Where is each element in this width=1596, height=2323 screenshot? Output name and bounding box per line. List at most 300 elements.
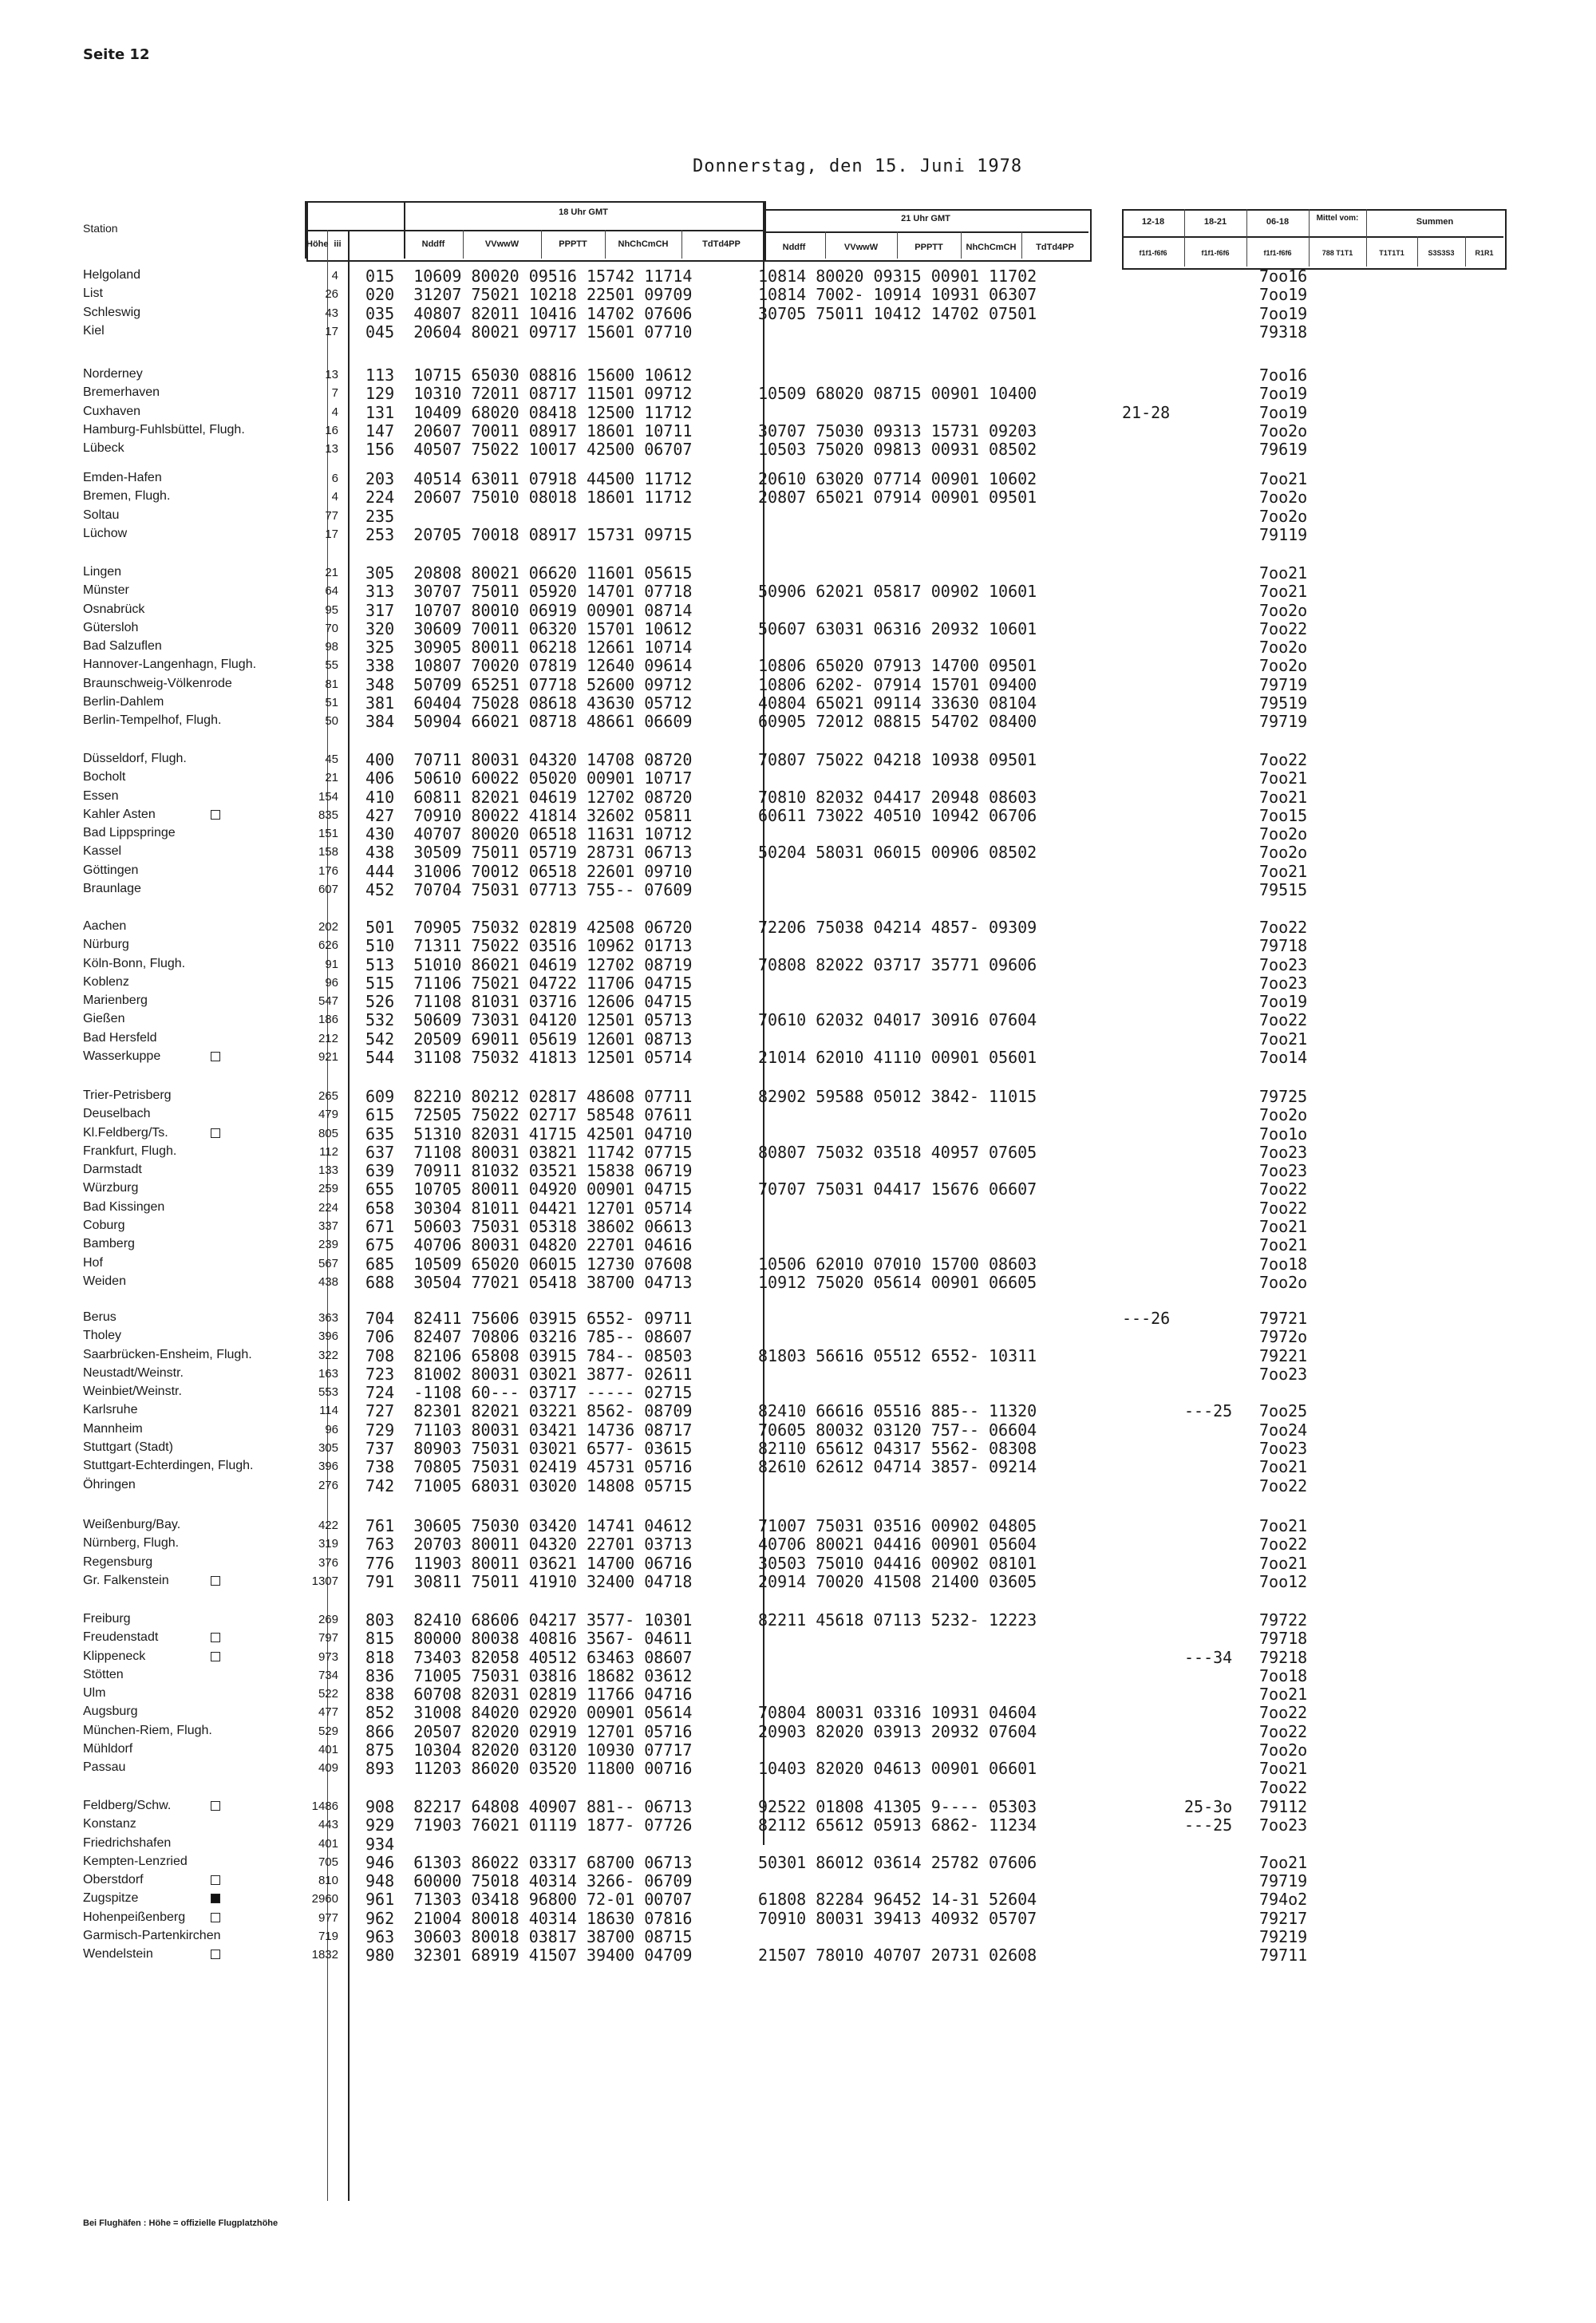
obs-21utc: 80807 75032 03518 40957 07605: [758, 1142, 1037, 1162]
table-row: [0, 421, 1596, 440]
report-date: Donnerstag, den 15. Juni 1978: [693, 156, 1023, 176]
station-elevation: 547: [318, 994, 338, 1009]
obs-18utc: 738 70805 75031 02419 45731 05716: [365, 1457, 693, 1477]
open-square-icon: [211, 1875, 220, 1885]
mean-value: 7oo23: [1259, 1439, 1308, 1459]
mean-value: 7oo2o: [1259, 638, 1308, 658]
table-row: [0, 1815, 1596, 1834]
station-name: Essen: [83, 788, 119, 803]
station-name: Lüchow: [83, 526, 128, 540]
station-elevation: 363: [318, 1311, 338, 1325]
station-name: Gr. Falkenstein: [83, 1573, 169, 1587]
station-name: Coburg: [83, 1219, 125, 1233]
table-row: [0, 365, 1596, 384]
obs-21utc: 10806 6202- 07914 15701 09400: [758, 674, 1037, 694]
mean-value: 7oo21: [1259, 1457, 1308, 1477]
table-row: [0, 1572, 1596, 1590]
station-name: Regensburg: [83, 1555, 153, 1569]
obs-18utc: 131 10409 68020 08418 12500 11712: [365, 402, 693, 422]
mean-value: 79515: [1259, 880, 1308, 900]
station-name: Kassel: [83, 844, 122, 859]
obs-18utc: 542 20509 69011 05619 12601 08713: [365, 1029, 693, 1049]
precip-18-21: ---25: [1184, 1815, 1233, 1835]
mean-value: 7oo23: [1259, 1161, 1308, 1181]
obs-18utc: 948 60000 75018 40314 3266- 06709: [365, 1871, 693, 1891]
obs-18utc: 742 71005 68031 03020 14808 05715: [365, 1476, 693, 1495]
obs-18utc: 203 40514 63011 07918 44500 11712: [365, 469, 693, 488]
table-row: [0, 1648, 1596, 1666]
station-name: Emden-Hafen: [83, 471, 162, 484]
open-square-icon: [211, 1633, 220, 1642]
station-elevation: 51: [325, 696, 338, 710]
mean-value: 7oo22: [1259, 618, 1308, 638]
obs-18utc: 313 30707 75011 05920 14701 07718: [365, 582, 693, 602]
station-name: Schleswig: [83, 305, 141, 319]
station-name: Neustadt/Weinstr.: [83, 1365, 184, 1380]
obs-18utc: 776 11903 80011 03621 14700 06716: [365, 1553, 693, 1573]
header-iii: iii: [334, 239, 342, 249]
mean-value: 7oo25: [1259, 1401, 1308, 1421]
mean-value: 7oo2o: [1259, 488, 1308, 508]
station-name: Osnabrück: [83, 602, 145, 616]
station-name: Mühldorf: [83, 1742, 133, 1756]
table-row: [0, 1383, 1596, 1401]
station-elevation: 259: [318, 1182, 338, 1196]
obs-21utc: 60905 72012 08815 54702 08400: [758, 712, 1037, 732]
station-name: Wendelstein: [83, 1947, 153, 1962]
station-elevation: 224: [318, 1200, 338, 1215]
station-name: Friedrichshafen: [83, 1835, 172, 1850]
table-row: [0, 1835, 1596, 1853]
mean-value: 79318: [1259, 322, 1308, 342]
obs-18utc: 526 71108 81031 03716 12606 04715: [365, 992, 693, 1012]
obs-21utc: 70910 80031 39413 40932 05707: [758, 1908, 1037, 1928]
station-name: Stötten: [83, 1667, 124, 1681]
open-square-icon: [211, 1652, 220, 1661]
station-name: Wasserkuppe: [83, 1049, 161, 1064]
station-name: Garmisch-Partenkirchen: [83, 1929, 221, 1943]
station-elevation: 305: [318, 1441, 338, 1456]
station-name: Würzburg: [83, 1181, 139, 1195]
station-name: Marienberg: [83, 994, 148, 1008]
station-name: Augsburg: [83, 1705, 138, 1719]
obs-18utc: 320 30609 70011 06320 15701 10612: [365, 618, 693, 638]
obs-18utc: 113 10715 65030 08816 15600 10612: [365, 365, 693, 385]
mean-value: 7oo21: [1259, 1217, 1308, 1237]
obs-18utc: 658 30304 81011 04421 12701 05714: [365, 1198, 693, 1218]
station-name: Freudenstadt: [83, 1630, 159, 1645]
table-row: [0, 788, 1596, 806]
station-name: Tholey: [83, 1329, 122, 1343]
station-elevation: 4: [331, 490, 338, 504]
station-name: Bad Salzuflen: [83, 639, 162, 654]
station-group: [0, 365, 1596, 458]
obs-18utc: 427 70910 80022 41814 32602 05811: [365, 805, 693, 825]
table-row: [0, 1629, 1596, 1647]
mean-value: 79718: [1259, 1629, 1308, 1649]
mean-value: 7oo22: [1259, 1721, 1308, 1741]
station-elevation: 734: [318, 1668, 338, 1682]
mean-value: 7oo23: [1259, 1364, 1308, 1384]
station-elevation: 96: [325, 1422, 338, 1436]
obs-18utc: 015 10609 80020 09516 15742 11714: [365, 267, 693, 286]
obs-21utc: 61808 82284 96452 14-31 52604: [758, 1890, 1037, 1910]
station-elevation: 212: [318, 1031, 338, 1045]
station-elevation: 114: [319, 1404, 338, 1418]
obs-18utc: 708 82106 65808 03915 784-- 08503: [365, 1345, 693, 1365]
table-row: [0, 1797, 1596, 1815]
station-name: Braunlage: [83, 882, 141, 896]
filled-square-icon: [211, 1894, 220, 1903]
mean-value: 79711: [1259, 1946, 1308, 1965]
table-row: [0, 469, 1596, 488]
station-group: [0, 1309, 1596, 1495]
mean-value: 7oo22: [1259, 1703, 1308, 1723]
table-row: [0, 1927, 1596, 1946]
table-row: [0, 1161, 1596, 1179]
mean-value: 7oo21: [1259, 861, 1308, 881]
obs-21utc: 70707 75031 04417 15676 06607: [758, 1179, 1037, 1199]
obs-21utc: 20914 70020 41508 21400 03605: [758, 1571, 1037, 1591]
station-name: Nürburg: [83, 938, 129, 952]
obs-18utc: 635 51310 82031 41715 42501 04710: [365, 1124, 693, 1144]
station-name: Kempten-Lenzried: [83, 1854, 188, 1868]
table-row: [0, 1365, 1596, 1383]
obs-18utc: 675 40706 80031 04820 22701 04616: [365, 1235, 693, 1255]
station-group: [0, 267, 1596, 341]
station-name: Darmstadt: [83, 1163, 142, 1177]
obs-18utc: 609 82210 80212 02817 48608 07711: [365, 1087, 693, 1106]
open-square-icon: [211, 1913, 220, 1922]
station-elevation: 422: [318, 1519, 338, 1532]
station-elevation: 16: [325, 423, 338, 437]
station-elevation: 977: [318, 1910, 338, 1925]
station-name: Mannheim: [83, 1421, 143, 1436]
obs-21utc: 71007 75031 03516 00902 04805: [758, 1516, 1037, 1535]
header-sub-3: f1f1-f6f6: [1263, 249, 1292, 257]
mean-value: 7oo2o: [1259, 600, 1308, 620]
mean-value: 7oo22: [1259, 1010, 1308, 1030]
mean-value: 79217: [1259, 1908, 1308, 1928]
obs-18utc: 908 82217 64808 40907 881-- 06713: [365, 1797, 693, 1816]
station-name: Gütersloh: [83, 620, 139, 634]
table-row: [0, 768, 1596, 787]
station-elevation: 401: [318, 1743, 338, 1757]
station-name: Öhringen: [83, 1477, 136, 1491]
station-name: Oberstdorf: [83, 1873, 144, 1887]
precip-18-21: 25-3o: [1184, 1797, 1233, 1816]
obs-21utc: 20903 82020 03913 20932 07604: [758, 1721, 1037, 1741]
table-row: [0, 384, 1596, 402]
mean-value: 7oo21: [1259, 563, 1308, 583]
station-name: Weinbiet/Weinstr.: [83, 1385, 182, 1399]
table-row: [0, 403, 1596, 421]
mean-value: 79718: [1259, 936, 1308, 956]
station-group: [0, 750, 1596, 899]
obs-21utc: 72206 75038 04214 4857- 09309: [758, 918, 1037, 937]
obs-18utc: 510 71311 75022 03516 10962 01713: [365, 936, 693, 956]
station-name: Berlin-Tempelhof, Flugh.: [83, 713, 222, 728]
obs-18utc: 671 50603 75031 05318 38602 06613: [365, 1217, 693, 1237]
open-square-icon: [211, 1128, 220, 1138]
station-name: Nürnberg, Flugh.: [83, 1536, 180, 1551]
obs-18utc: 348 50709 65251 07718 52600 09712: [365, 674, 693, 694]
obs-21utc: 82112 65612 05913 6862- 11234: [758, 1815, 1037, 1835]
obs-18utc: 224 20607 75010 08018 18601 11712: [365, 488, 693, 508]
table-row: [0, 693, 1596, 712]
station-elevation: 151: [318, 827, 338, 841]
table-row: [0, 1685, 1596, 1703]
station-name: Bamberg: [83, 1237, 135, 1251]
station-name: Helgoland: [83, 268, 141, 282]
table-row: [0, 525, 1596, 543]
table-row: [0, 1179, 1596, 1198]
station-elevation: 55: [325, 658, 338, 673]
table-row: [0, 1457, 1596, 1476]
obs-18utc: 763 20703 80011 04320 22701 03713: [365, 1535, 693, 1555]
station-elevation: 70: [325, 621, 338, 635]
obs-18utc: 305 20808 80021 06620 11601 05615: [365, 563, 693, 583]
header-sub-4: 788 T1T1: [1321, 249, 1353, 257]
station-elevation: 522: [318, 1687, 338, 1701]
obs-21utc: 70804 80031 03316 10931 04604: [758, 1703, 1037, 1723]
station-name: Frankfurt, Flugh.: [83, 1144, 177, 1158]
table-row: [0, 1048, 1596, 1066]
obs-18utc: 815 80000 80038 40816 3567- 04611: [365, 1629, 693, 1649]
table-row: [0, 440, 1596, 458]
station-elevation: 719: [318, 1930, 338, 1944]
station-elevation: 176: [318, 863, 338, 878]
station-elevation: 96: [325, 975, 338, 990]
station-group: [0, 1087, 1596, 1291]
table-row: [0, 1327, 1596, 1345]
mean-value: 7oo23: [1259, 973, 1308, 993]
station-name: Koblenz: [83, 974, 129, 989]
mean-value: 79519: [1259, 693, 1308, 713]
table-row: [0, 1946, 1596, 1964]
header-18-col4: NhChCmCH: [618, 239, 669, 249]
mean-value: 7oo21: [1259, 787, 1308, 807]
obs-18utc: 253 20705 70018 08917 15731 09715: [365, 524, 693, 544]
obs-18utc: 035 40807 82011 10416 14702 07606: [365, 303, 693, 323]
obs-21utc: 82902 59588 05012 3842- 11015: [758, 1087, 1037, 1106]
table-row: [0, 936, 1596, 954]
station-elevation: 6: [331, 472, 338, 485]
obs-18utc: 962 21004 80018 40314 18630 07816: [365, 1908, 693, 1928]
mean-value: 79719: [1259, 674, 1308, 694]
station-name: Bocholt: [83, 770, 126, 784]
obs-18utc: 532 50609 73031 04120 12501 05713: [365, 1010, 693, 1030]
obs-21utc: 40706 80021 04416 00901 05604: [758, 1535, 1037, 1555]
station-elevation: 13: [325, 368, 338, 381]
mean-value: 7972o: [1259, 1327, 1308, 1347]
obs-18utc: 838 60708 82031 02819 11766 04716: [365, 1685, 693, 1705]
station-elevation: 337: [318, 1219, 338, 1234]
obs-18utc: 515 71106 75021 04722 11706 04715: [365, 973, 693, 993]
table-row: [0, 1554, 1596, 1572]
header-06-18: 06-18: [1266, 217, 1290, 227]
station-elevation: 13: [325, 442, 338, 456]
precip-12-18: 21-28: [1122, 402, 1171, 422]
station-elevation: 158: [318, 845, 338, 859]
obs-18utc: 963 30603 80018 03817 38700 08715: [365, 1927, 693, 1947]
table-row: [0, 1401, 1596, 1420]
header-21-col3: PPPTT: [915, 243, 943, 252]
obs-21utc: 50906 62021 05817 00902 10601: [758, 582, 1037, 602]
mean-value: 7oo16: [1259, 365, 1308, 385]
header-sub-6: S3S3S3: [1428, 249, 1455, 257]
obs-18utc: 727 82301 82021 03221 8562- 08709: [365, 1401, 693, 1421]
table-row: [0, 1087, 1596, 1105]
obs-18utc: 410 60811 82021 04619 12702 08720: [365, 787, 693, 807]
station-name: Klippeneck: [83, 1649, 146, 1663]
obs-18utc: 317 10707 80010 06919 00901 08714: [365, 600, 693, 620]
table-row: [0, 1235, 1596, 1254]
station-group: [0, 1516, 1596, 1590]
open-square-icon: [211, 1052, 220, 1061]
obs-18utc: 685 10509 65020 06015 12730 07608: [365, 1254, 693, 1274]
obs-18utc: 235: [365, 506, 395, 526]
table-row: [0, 638, 1596, 656]
obs-18utc: 438 30509 75011 05719 28731 06713: [365, 843, 693, 863]
obs-21utc: 30705 75011 10412 14702 07501: [758, 303, 1037, 323]
obs-18utc: 501 70905 75032 02819 42508 06720: [365, 918, 693, 937]
station-elevation: 154: [318, 789, 338, 804]
table-row: [0, 1722, 1596, 1740]
station-group: [0, 1610, 1596, 1796]
table-row: [0, 563, 1596, 582]
obs-18utc: 452 70704 75031 07713 755-- 07609: [365, 880, 693, 900]
station-name: Bad Kissingen: [83, 1199, 165, 1214]
mean-value: 79722: [1259, 1610, 1308, 1630]
station-name: Norderney: [83, 367, 143, 381]
table-row: [0, 1273, 1596, 1291]
station-elevation: 626: [318, 938, 338, 953]
mean-value: 7oo2o: [1259, 506, 1308, 526]
obs-18utc: 836 71005 75031 03816 18682 03612: [365, 1665, 693, 1685]
obs-18utc: 406 50610 60022 05020 00901 10717: [365, 768, 693, 788]
station-name: Stuttgart-Echterdingen, Flugh.: [83, 1459, 254, 1473]
mean-value: 7oo22: [1259, 750, 1308, 769]
obs-18utc: 723 81002 80031 03021 3877- 02611: [365, 1364, 693, 1384]
table-row: [0, 267, 1596, 285]
table-row: [0, 285, 1596, 303]
station-elevation: 401: [318, 1836, 338, 1851]
table-row: [0, 1217, 1596, 1235]
table-row: [0, 304, 1596, 322]
table-row: [0, 1309, 1596, 1327]
header-18-col2: VVwwW: [484, 239, 519, 249]
obs-18utc: 980 32301 68919 41507 39400 04709: [365, 1946, 693, 1965]
mean-value: 7oo22: [1259, 1198, 1308, 1218]
station-name: Saarbrücken-Ensheim, Flugh.: [83, 1347, 252, 1361]
mean-value: 7oo21: [1259, 1685, 1308, 1705]
header-summen: Summen: [1416, 217, 1454, 227]
header-21utc: 21 Uhr GMT: [901, 214, 950, 223]
station-name: Berlin-Dahlem: [83, 695, 164, 709]
obs-21utc: 50204 58031 06015 00906 08502: [758, 843, 1037, 863]
mean-value: 7oo18: [1259, 1665, 1308, 1685]
station-elevation: 45: [325, 753, 338, 766]
station-elevation: 43: [325, 306, 338, 320]
mean-value: 7oo22: [1259, 1476, 1308, 1495]
table-row: [0, 1890, 1596, 1908]
mean-value: 7oo19: [1259, 285, 1308, 305]
station-elevation: 50: [325, 714, 338, 729]
open-square-icon: [211, 1950, 220, 1959]
header-18utc: 18 Uhr GMT: [559, 207, 608, 217]
obs-18utc: 961 71303 03418 96800 72-01 00707: [365, 1890, 693, 1910]
station-elevation: 112: [319, 1144, 338, 1159]
obs-18utc: 737 80903 75031 03021 6577- 03615: [365, 1439, 693, 1459]
station-name: München-Riem, Flugh.: [83, 1723, 212, 1737]
station-elevation: 438: [318, 1274, 338, 1289]
station-elevation: 95: [325, 602, 338, 617]
station-name: Soltau: [83, 508, 120, 522]
mean-value: 7oo19: [1259, 384, 1308, 404]
table-row: [0, 1010, 1596, 1029]
mean-value: 7oo22: [1259, 918, 1308, 937]
obs-21utc: 30503 75010 04416 00902 08101: [758, 1553, 1037, 1573]
station-name: Weißenburg/Bay.: [83, 1518, 181, 1531]
obs-21utc: 70605 80032 03120 757-- 06604: [758, 1420, 1037, 1440]
table-row: [0, 1143, 1596, 1161]
station-name: Zugspitze: [83, 1891, 139, 1906]
header-station: Station: [83, 222, 118, 235]
station-name: Köln-Bonn, Flugh.: [83, 956, 186, 970]
station-name: List: [83, 286, 103, 301]
table-row: [0, 601, 1596, 619]
table-row: [0, 992, 1596, 1010]
obs-21utc: 10814 7002- 10914 10931 06307: [758, 285, 1037, 305]
mean-value: 79719: [1259, 1871, 1308, 1891]
mean-value: 7oo21: [1259, 1852, 1308, 1872]
table-row: [0, 1909, 1596, 1927]
footnote: Bei Flughäfen : Höhe = offizielle Flugplatzhöhe: [83, 2218, 279, 2228]
obs-21utc: 10814 80020 09315 00901 11702: [758, 267, 1037, 286]
station-elevation: 376: [318, 1555, 338, 1570]
station-name: Bremen, Flugh.: [83, 489, 171, 504]
table-row: [0, 1778, 1596, 1796]
obs-21utc: 70610 62032 04017 30916 07604: [758, 1010, 1037, 1030]
table-row: [0, 862, 1596, 880]
station-elevation: 202: [318, 920, 338, 934]
table-row: [0, 1535, 1596, 1553]
mean-value: 7oo21: [1259, 469, 1308, 488]
precip-12-18: ---26: [1122, 1309, 1171, 1328]
obs-21utc: 10509 68020 08715 00901 10400: [758, 384, 1037, 404]
station-name: Lingen: [83, 565, 122, 579]
station-elevation: 163: [318, 1366, 338, 1381]
station-elevation: 973: [318, 1649, 338, 1664]
obs-18utc: 866 20507 82020 02919 12701 05716: [365, 1721, 693, 1741]
station-name: Hof: [83, 1255, 103, 1270]
table-row: [0, 1853, 1596, 1871]
station-elevation: 443: [318, 1818, 338, 1832]
station-name: Hannover-Langenhagn, Flugh.: [83, 658, 257, 672]
table-row: [0, 656, 1596, 674]
station-group: [0, 563, 1596, 731]
obs-18utc: 655 10705 80011 04920 00901 04715: [365, 1179, 693, 1199]
mean-value: 7oo2o: [1259, 824, 1308, 844]
station-elevation: 4: [331, 405, 338, 419]
station-elevation: 553: [318, 1385, 338, 1400]
station-elevation: 77: [325, 508, 338, 523]
mean-value: 7oo24: [1259, 1420, 1308, 1440]
station-elevation: 81: [325, 677, 338, 691]
table-row: [0, 1610, 1596, 1629]
obs-21utc: 70807 75022 04218 10938 09501: [758, 750, 1037, 769]
